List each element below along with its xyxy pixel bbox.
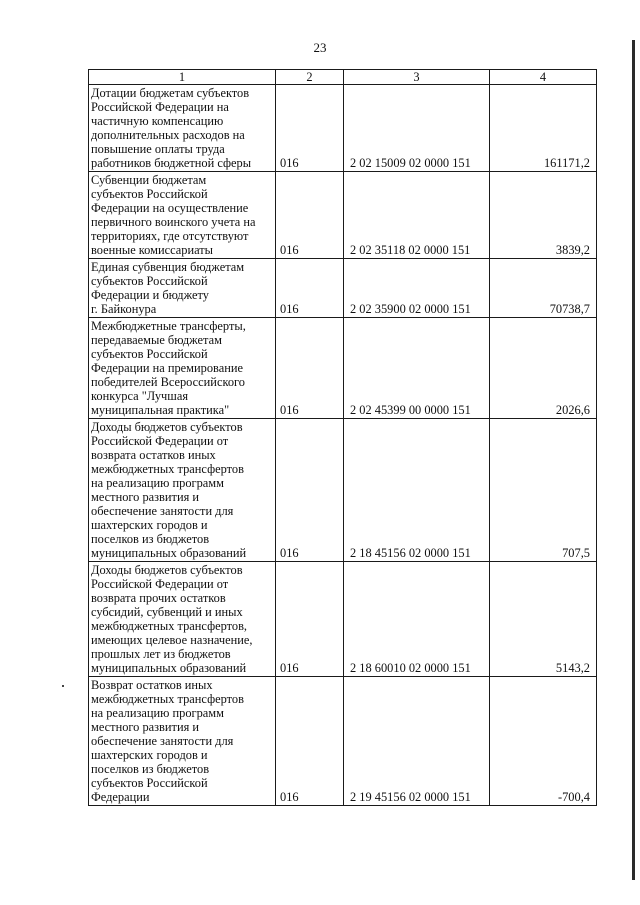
column-header-1: 1: [89, 70, 276, 85]
amount-cell: 161171,2: [490, 85, 597, 172]
row-name: Дотации бюджетам субъектов Российской Федерации на частичную компенсацию дополнительных расходов на повышение оплаты труда работников бюджетной сферы: [91, 86, 252, 170]
row-name-cell: [89, 85, 276, 172]
row-name: Субвенции бюджетам субъектов Российской Федерации на осуществление первичного воинского учета на территориях, где отсутствуют военные комиссариаты: [91, 173, 256, 257]
table-row: [89, 318, 597, 419]
budget-code-cell: 2 18 45156 02 0000 151: [344, 419, 490, 562]
table-row: [89, 85, 597, 172]
amount-cell: 707,5: [490, 419, 597, 562]
admin-code-cell: 016: [276, 172, 344, 259]
row-name: Доходы бюджетов субъектов Российской Федерации от возврата остатков иных межбюджетных трансфертов на реализацию программ местного развития и обеспечение занятости для шахтерских городов и поселков из бюджетов муниципальных образований: [91, 420, 247, 560]
column-header-4: 4: [490, 70, 597, 85]
row-name-cell: [89, 677, 276, 806]
table-header-row: [89, 70, 597, 85]
column-header-2: 2: [276, 70, 344, 85]
admin-code-cell: 016: [276, 318, 344, 419]
column-header-3: 3: [344, 70, 490, 85]
row-name-cell: [89, 259, 276, 318]
row-name-cell: [89, 562, 276, 677]
budget-code-cell: 2 02 35900 02 0000 151: [344, 259, 490, 318]
row-name: Возврат остатков иных межбюджетных трансфертов на реализацию программ местного развития и обеспечение занятости для шахтерских городов и поселков из бюджетов субъектов Российской Федерации: [91, 678, 244, 804]
table-row: [89, 677, 597, 806]
admin-code-cell: 016: [276, 419, 344, 562]
budget-code-cell: 2 02 35118 02 0000 151: [344, 172, 490, 259]
scan-edge-line: [632, 40, 635, 880]
table-row: [89, 172, 597, 259]
row-name-cell: [89, 318, 276, 419]
amount-cell: 5143,2: [490, 562, 597, 677]
budget-code-cell: 2 02 45399 00 0000 151: [344, 318, 490, 419]
table-row: [89, 562, 597, 677]
scan-speck: [62, 685, 64, 687]
admin-code-cell: 016: [276, 259, 344, 318]
budget-code-cell: 2 02 15009 02 0000 151: [344, 85, 490, 172]
amount-cell: 2026,6: [490, 318, 597, 419]
budget-code-cell: 2 18 60010 02 0000 151: [344, 562, 490, 677]
amount-cell: 70738,7: [490, 259, 597, 318]
table-row: [89, 259, 597, 318]
admin-code-cell: 016: [276, 562, 344, 677]
budget-table: [88, 69, 597, 806]
row-name: Единая субвенция бюджетам субъектов Российской Федерации и бюджету г. Байконура: [91, 260, 245, 316]
admin-code-cell: 016: [276, 85, 344, 172]
budget-code-cell: 2 19 45156 02 0000 151: [344, 677, 490, 806]
amount-cell: 3839,2: [490, 172, 597, 259]
amount-cell: -700,4: [490, 677, 597, 806]
row-name-cell: [89, 172, 276, 259]
row-name: Межбюджетные трансферты, передаваемые бюджетам субъектов Российской Федерации на премирование победителей Всероссийского конкурса "Лучшая муниципальная практика": [91, 319, 246, 417]
row-name: Доходы бюджетов субъектов Российской Федерации от возврата прочих остатков субсидий, субвенций и иных межбюджетных трансфертов, имеющих целевое назначение, прошлых лет из бюджетов муниципальных образований: [91, 563, 253, 675]
page-number: 23: [313, 40, 327, 55]
table-row: [89, 419, 597, 562]
admin-code-cell: 016: [276, 677, 344, 806]
row-name-cell: [89, 419, 276, 562]
